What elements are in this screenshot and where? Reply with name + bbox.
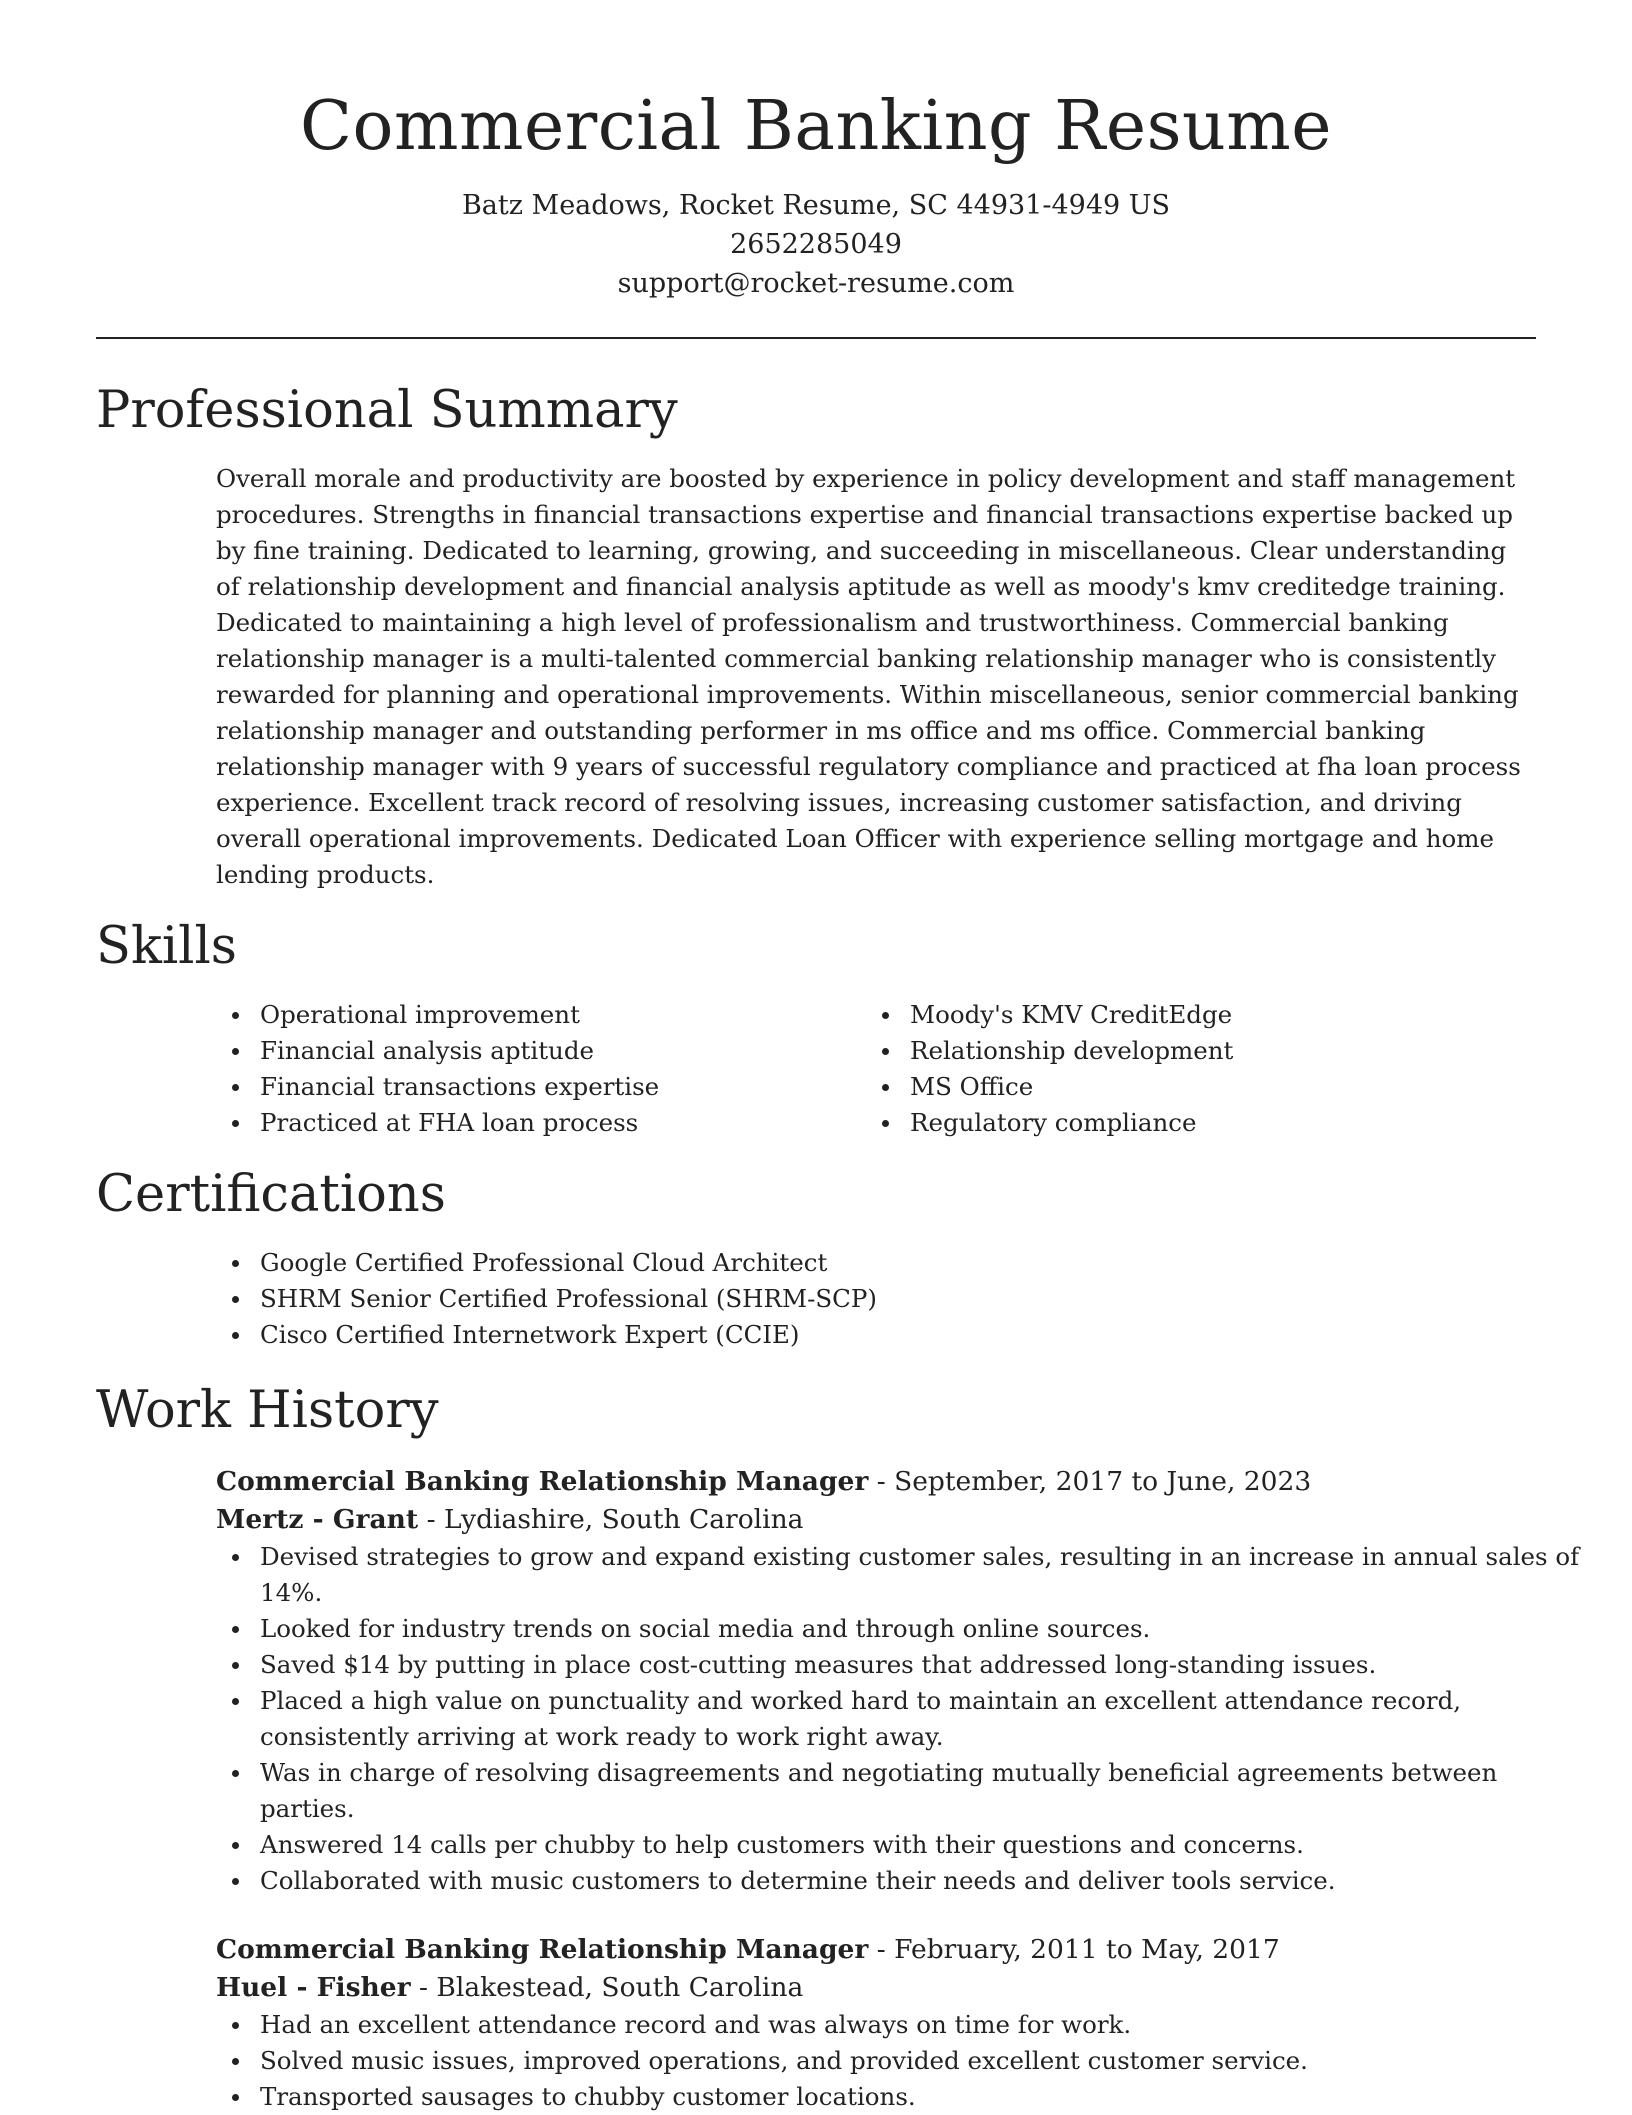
certification-item: Cisco Certified Internetwork Expert (CCIE) (260, 1317, 1536, 1353)
skill-item: Financial analysis aptitude (260, 1033, 866, 1069)
job-bullet: Looked for industry trends on social media and through online sources. (260, 1611, 1580, 1647)
job-bullet-list (216, 2007, 1580, 2115)
work-history-heading: Work History (96, 1381, 439, 1440)
job-title-line (216, 1931, 1536, 1969)
skills-column-right (866, 997, 1516, 1141)
skill-item: MS Office (910, 1069, 1516, 1105)
job-bullet: Placed a high value on punctuality and worked hard to maintain an excellent attendance record, consistently arriving at work ready to work right away. (260, 1683, 1580, 1755)
job-company: Mertz - Grant (216, 1504, 419, 1535)
job-dates: - February, 2011 to May, 2017 (868, 1934, 1280, 1965)
skill-item: Practiced at FHA loan process (260, 1105, 866, 1141)
certification-item: SHRM Senior Certified Professional (SHRM-SCP) (260, 1281, 1536, 1317)
job-role: Commercial Banking Relationship Manager (216, 1466, 869, 1497)
job-bullet: Devised strategies to grow and expand existing customer sales, resulting in an increase in annual sales of 14%. (260, 1539, 1580, 1611)
skills-heading: Skills (96, 917, 237, 976)
skills-list-left (216, 997, 866, 1141)
skill-item: Operational improvement (260, 997, 866, 1033)
skill-item: Moody's KMV CreditEdge (910, 997, 1516, 1033)
job-company: Huel - Fisher (216, 1972, 411, 2003)
job-entry (216, 1463, 1580, 1899)
skills-grid (216, 997, 1536, 1141)
certifications-list (216, 1245, 1536, 1353)
job-location: - Lydiashire, South Carolina (418, 1504, 804, 1535)
job-bullet-list (216, 1539, 1580, 1899)
certifications-block (216, 1245, 1536, 1353)
skills-column-left (216, 997, 866, 1141)
certifications-heading: Certifications (96, 1165, 446, 1224)
job-location: - Blakestead, South Carolina (410, 1972, 804, 2003)
certification-item: Google Certified Professional Cloud Architect (260, 1245, 1536, 1281)
job-bullet: Answered 14 calls per chubby to help customers with their questions and concerns. (260, 1827, 1580, 1863)
skill-item: Relationship development (910, 1033, 1516, 1069)
skill-item: Financial transactions expertise (260, 1069, 866, 1105)
contact-address: Batz Meadows, Rocket Resume, SC 44931-4949 US (461, 190, 1171, 221)
job-bullet: Had an excellent attendance record and was always on time for work. (260, 2007, 1580, 2043)
contact-block (96, 186, 1536, 303)
skills-list-right (866, 997, 1516, 1141)
resume-title: Commercial Banking Resume (300, 87, 1332, 166)
summary-paragraph: Overall morale and productivity are boosted by experience in policy development and staff management procedures. Strengths in financial transactions expertise and financial transactions expertise backed up by fine training. Dedicated to learning, growing, and succeeding in miscellaneous. Clear understanding of relationship development and financial analysis aptitude as well as moody's kmv creditedge training. Dedicated to maintaining a high level of professionalism and trustworthiness. Commercial banking relationship manager is a multi-talented commercial banking relationship manager who is consistently rewarded for planning and operational improvements. Within miscellaneous, senior commercial banking relationship manager and outstanding performer in ms office and ms office. Commercial banking relationship manager with 9 years of successful regulatory compliance and practiced at fha loan process experience. Excellent track record of resolving issues, increasing customer satisfaction, and driving overall operational improvements. Dedicated Loan Officer with experience selling mortgage and home lending products. (216, 464, 1521, 889)
resume-header (96, 0, 1536, 303)
resume-page (96, 0, 1580, 2115)
contact-email: support@rocket-resume.com (617, 268, 1015, 299)
job-company-line (216, 1501, 1536, 1539)
contact-phone: 2652285049 (730, 229, 902, 260)
skill-item: Regulatory compliance (910, 1105, 1516, 1141)
summary-heading: Professional Summary (96, 381, 678, 440)
job-bullet: Transported sausages to chubby customer locations. (260, 2079, 1580, 2115)
job-company-line (216, 1969, 1536, 2007)
job-bullet: Saved $14 by putting in place cost-cutting measures that addressed long-standing issues. (260, 1647, 1580, 1683)
job-bullet: Was in charge of resolving disagreements and negotiating mutually beneficial agreements between parties. (260, 1755, 1580, 1827)
job-title-line (216, 1463, 1536, 1501)
job-role: Commercial Banking Relationship Manager (216, 1934, 869, 1965)
job-dates: - September, 2017 to June, 2023 (868, 1466, 1312, 1497)
job-bullet: Solved music issues, improved operations, and provided excellent customer service. (260, 2043, 1580, 2079)
job-bullet: Collaborated with music customers to determine their needs and deliver tools service. (260, 1863, 1580, 1899)
job-entry (216, 1931, 1536, 2115)
header-divider (96, 337, 1536, 339)
